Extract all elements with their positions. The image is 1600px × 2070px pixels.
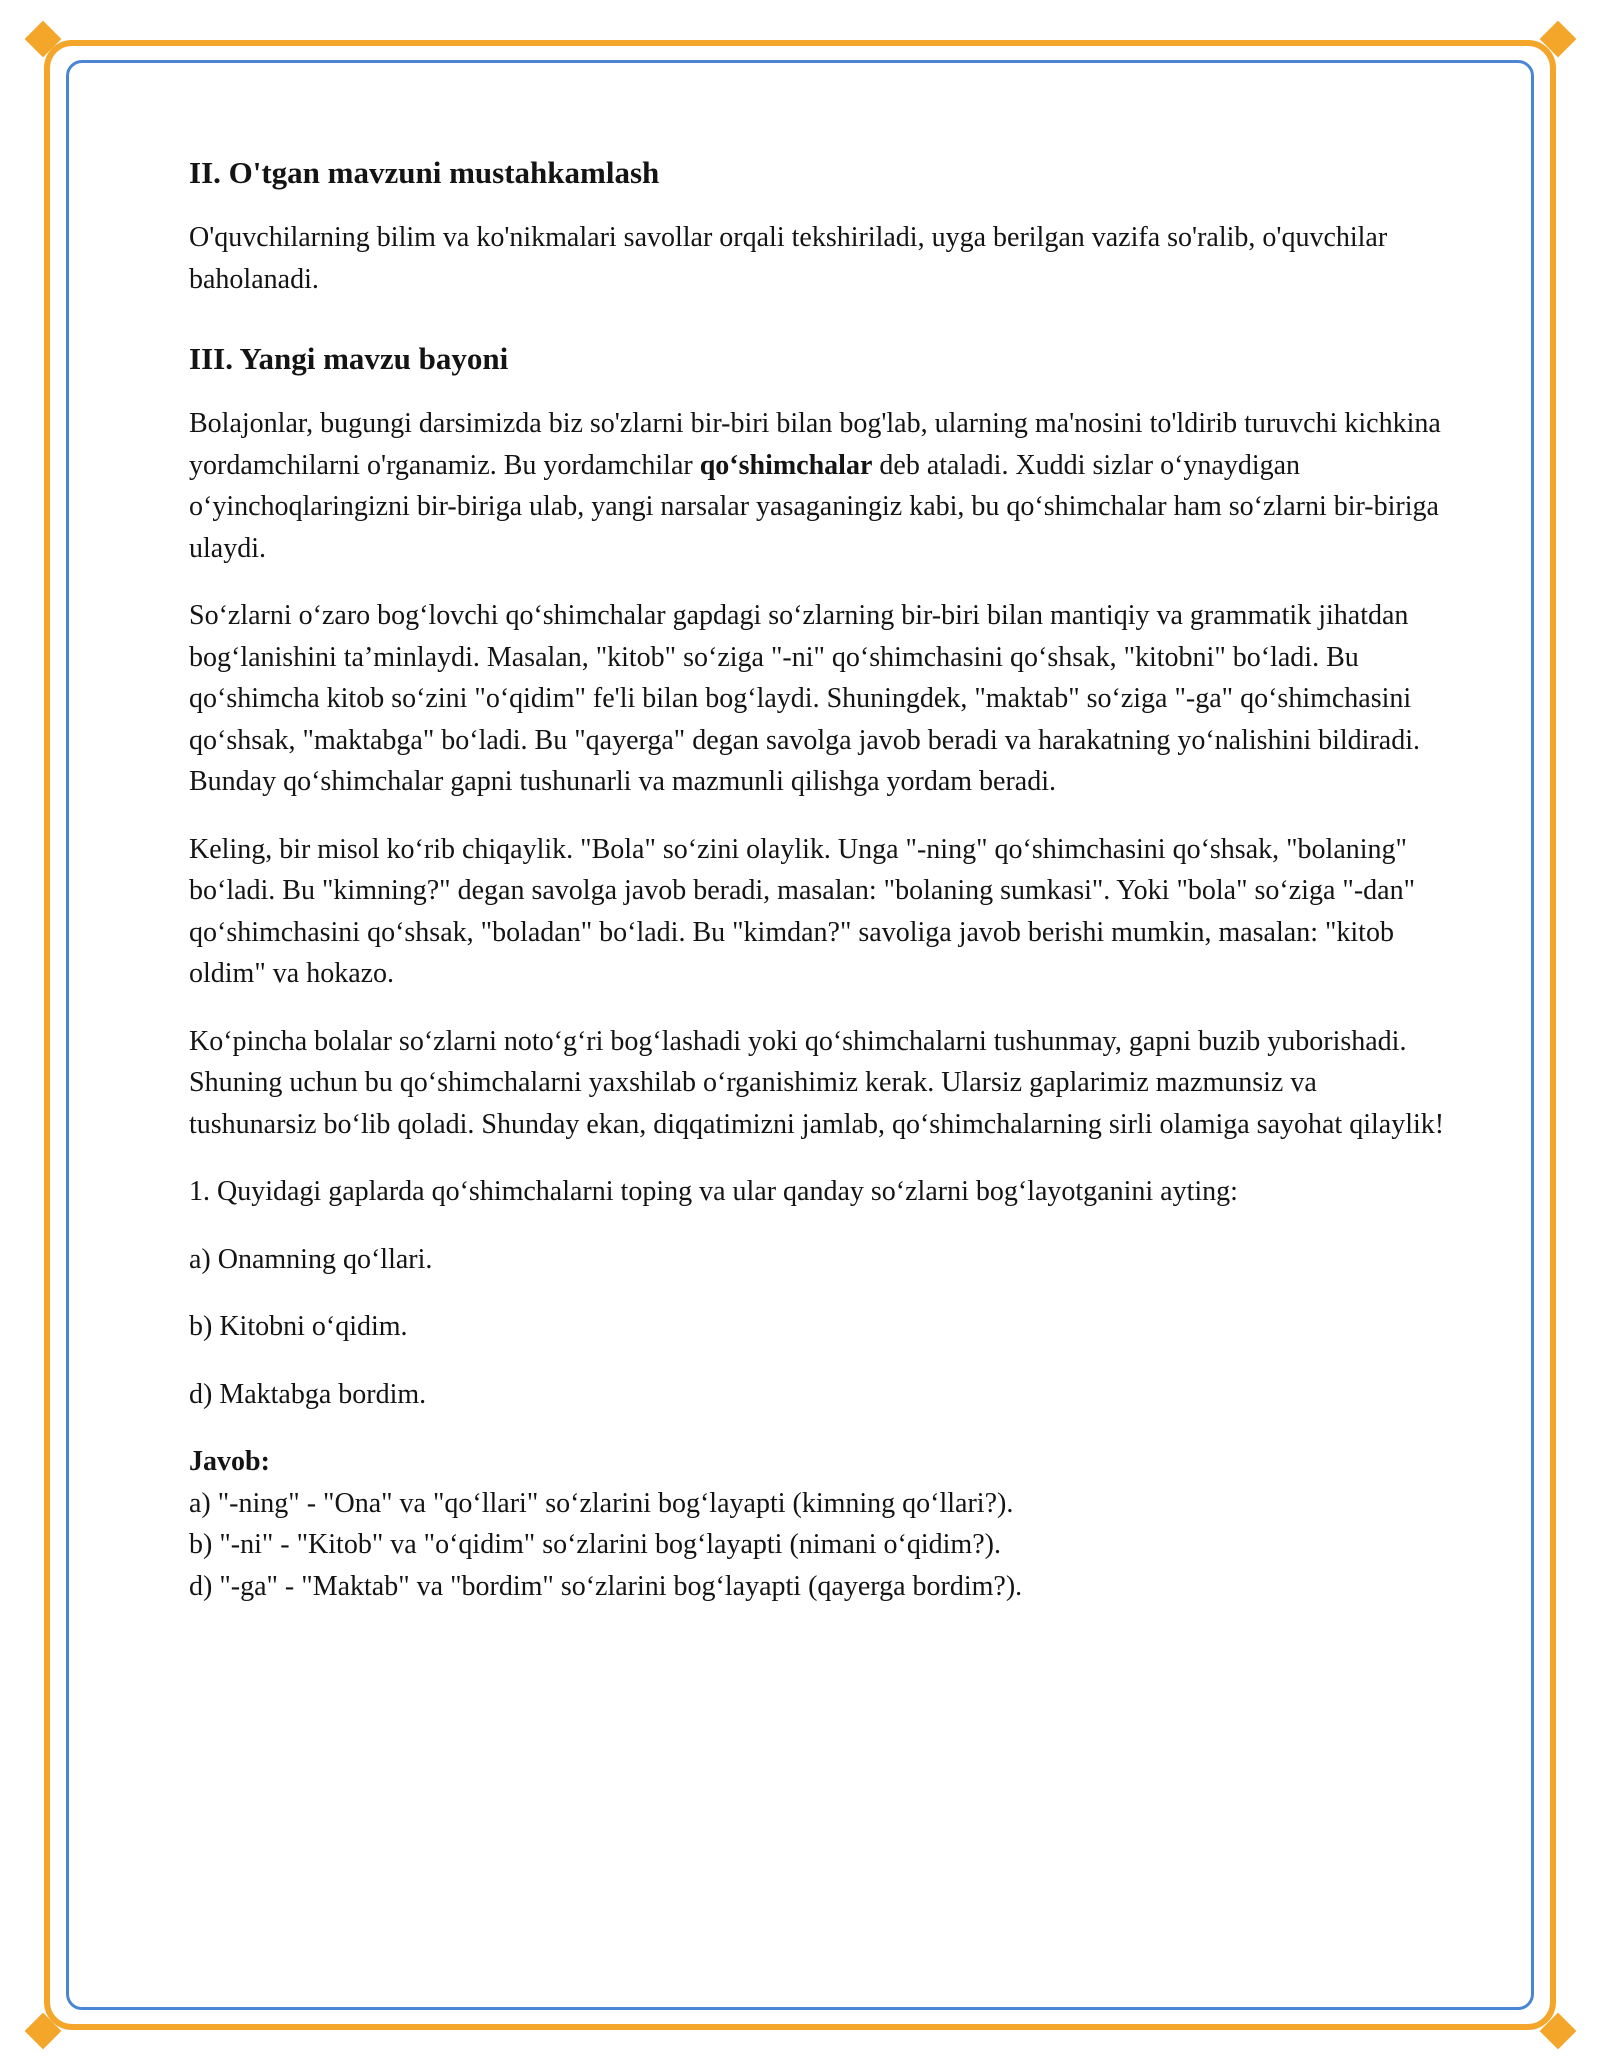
intro-paragraph — [189, 403, 1449, 569]
answer-line-b: b) "-ni" - "Kitob" va "o‘qidim" so‘zlarini bog‘layapti (nimani o‘qidim?). — [189, 1529, 1001, 1561]
answer-label: Javob: — [189, 1446, 270, 1478]
answer-line-a — [189, 1441, 1449, 1524]
answer-block — [189, 1441, 1449, 1607]
paragraph-suffix-function: So‘zlarni o‘zaro bog‘lovchi qo‘shimchalar gapdagi so‘zlarning bir-biri bilan mantiqiy va grammatik jihatdan bog‘lanishini ta’minlaydi. Masalan, "kitob" so‘ziga "-ni" qo‘shimchasini qo‘shsak, "kitobni" bo‘ladi. Bu qo‘shimcha kitob so‘zini "o‘qidim" fe'li bilan bog‘laydi. Shuningdek, "maktab" so‘ziga "-ga" qo‘shimchasini qo‘shsak, "maktabga" bo‘ladi. Bu "qayerga" degan savolga javob beradi va harakatning yo‘nalishini bildiradi. Bunday qo‘shimchalar gapni tushunarli va mazmunli qilishga yordam beradi. — [189, 600, 1420, 798]
exercise-item-d: d) Maktabga bordim. — [189, 1378, 427, 1410]
document-body — [189, 140, 1449, 1633]
exercise-item-a: a) Onamning qo‘llari. — [189, 1243, 433, 1275]
intro-keyword: qo‘shimchalar — [699, 449, 873, 481]
section-heading-new-topic: III. Yangi mavzu bayoni — [189, 341, 509, 377]
paragraph-example: Keling, bir misol ko‘rib chiqaylik. "Bola" so‘zini olaylik. Unga "-ning" qo‘shimchasini qo‘shsak, "bolaning" bo‘ladi. Bu "kimning?" degan savolga javob beradi, masalan: "bolaning sumkasi". Yoki "bola" so‘ziga "-dan" qo‘shimchasini qo‘shsak, "boladan" bo‘ladi. Bu "kimdan?" savoliga javob berishi mumkin, masalan: "kitob oldim" va hokazo. — [189, 833, 1415, 990]
intro-text-end: deb ataladi. Xuddi sizlar o‘ynaydigan o‘yinchoqlaringizni bir-biriga ulab, yangi narsalar yasaganingiz kabi, bu qo‘shimchalar ham so‘zlarni bir-biriga ulaydi. — [189, 449, 1439, 564]
answer-line-d: d) "-ga" - "Maktab" va "bordim" so‘zlarini bog‘layapti (qayerga bordim?). — [189, 1570, 1023, 1602]
exercise-question: 1. Quyidagi gaplarda qo‘shimchalarni toping va ular qanday so‘zlarni bog‘layotganini ayting: — [189, 1176, 1238, 1208]
intro-text-start: Bolajonlar, bugungi darsimizda biz so'zlarni bir-biri bilan bog'lab, ularning ma'nosini to'ldirib turuvchi kichkina yordamchilarni o'rganamiz. Bu yordamchilar — [189, 408, 1441, 481]
review-paragraph: O'quvchilarning bilim va ko'nikmalari savollar orqali tekshiriladi, uyga berilgan vazifa so'ralib, o'quvchilar baholanadi. — [189, 222, 1388, 295]
section-heading-review: II. O'tgan mavzuni mustahkamlash — [189, 155, 660, 190]
paragraph-motivation: Ko‘pincha bolalar so‘zlarni noto‘g‘ri bog‘lashadi yoki qo‘shimchalarni tushunmay, gapni buzib yuborishadi. Shuning uchun bu qo‘shimchalarni yaxshilab o‘rganishimiz kerak. Ularsiz gaplarimiz mazmunsiz va tushunarsiz bo‘lib qoladi. Shunday ekan, diqqatimizni jamlab, qo‘shimchalarning sirli olamiga sayohat qilaylik! — [189, 1025, 1445, 1140]
exercise-item-b: b) Kitobni o‘qidim. — [189, 1311, 408, 1343]
answer-text-a: a) "-ning" - "Ona" va "qo‘llari" so‘zlarini bog‘layapti (kimning qo‘llari?). — [189, 1487, 1014, 1519]
